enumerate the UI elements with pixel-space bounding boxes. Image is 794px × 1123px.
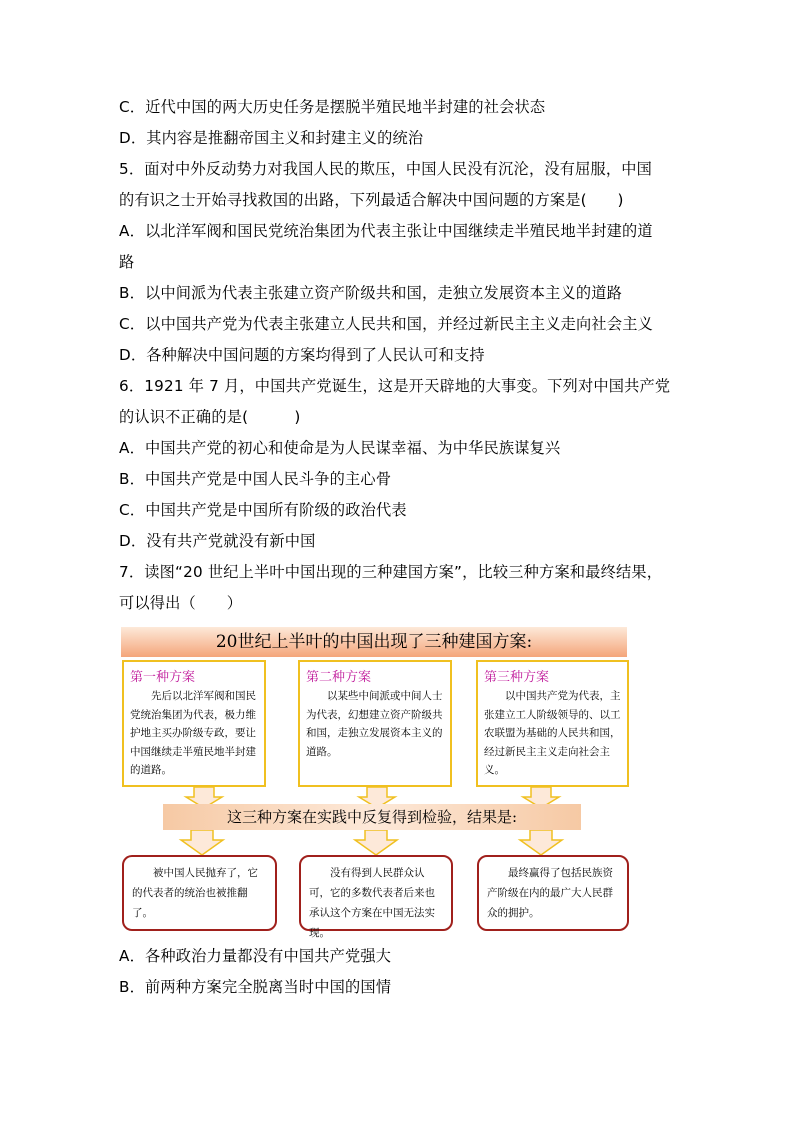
- option-b-q5: B．以中间派为代表主张建立资产阶级共和国，走独立发展资本主义的道路: [119, 284, 623, 302]
- plan-box-2: [298, 660, 452, 787]
- question-6-line-1: 6．1921 年 7 月，中国共产党诞生，这是开天辟地的大事变。下列对中国共产党: [119, 377, 671, 395]
- option-c-q5: C．以中国共产党为代表主张建立人民共和国，并经过新民主主义走向社会主义: [119, 315, 653, 333]
- question-5-line-1: 5．面对中外反动势力对我国人民的欺压，中国人民没有沉沦，没有屈服，中国: [119, 160, 653, 178]
- plan-2-title: 第二种方案: [306, 670, 372, 685]
- option-d-q4: D．其内容是推翻帝国主义和封建主义的统治: [119, 129, 424, 147]
- plan-1-title: 第一种方案: [130, 670, 196, 685]
- plan-1-body: 先后以北洋军阀和国民党统治集团为代表，极力维护地主买办阶级专政，要让中国继续走半殖民地半封建的道路。: [130, 690, 256, 777]
- arrow-result-1: [181, 830, 223, 855]
- question-5-line-2: 的有识之士开始寻找救国的出路，下列最适合解决中国问题的方案是( ): [119, 191, 624, 209]
- plan-box-1: [122, 660, 266, 787]
- option-a-q7: A．各种政治力量都没有中国共产党强大: [119, 947, 392, 965]
- option-c-q6: C．中国共产党是中国所有阶级的政治代表: [119, 501, 407, 519]
- result-box-3: 最终赢得了包括民族资产阶级在内的最广大人民群众的拥护。: [477, 855, 629, 931]
- option-d-q5: D．各种解决中国问题的方案均得到了人民认可和支持: [119, 346, 485, 364]
- option-c-q4: C．近代中国的两大历史任务是摆脱半殖民地半封建的社会状态: [119, 98, 546, 116]
- result-box-2: 没有得到人民群众认可，它的多数代表者后来也承认这个方案在中国无法实现。: [299, 855, 453, 931]
- option-a-q5: A．以北洋军阀和国民党统治集团为代表主张让中国继续走半殖民地半封建的道: [119, 222, 653, 240]
- plan-3-body: 以中国共产党为代表，主张建立工人阶级领导的、以工农联盟为基础的人民共和国，经过新民主主义走向社会主义。: [484, 690, 621, 777]
- arrow-result-3: [520, 830, 562, 855]
- arrow-result-2: [355, 830, 397, 855]
- result-band: 这三种方案在实践中反复得到检验，结果是:: [163, 804, 581, 830]
- plan-box-3: [476, 660, 629, 787]
- diagram-banner: 20世纪上半叶的中国出现了三种建国方案:: [121, 627, 627, 657]
- question-6-line-2: 的认识不正确的是( ): [119, 408, 301, 426]
- question-7-line-1: 7．读图“20 世纪上半叶中国出现的三种建国方案”，比较三种方案和最终结果，: [119, 563, 663, 581]
- plan-3-title: 第三种方案: [484, 670, 550, 685]
- plan-2-body: 以某些中间派或中间人士为代表，幻想建立资产阶级共和国，走独立发展资本主义的道路。: [306, 690, 443, 758]
- question-7-line-2: 可以得出（ ）: [119, 594, 243, 612]
- option-a-q5-cont: 路: [119, 253, 135, 271]
- option-a-q6: A．中国共产党的初心和使命是为人民谋幸福、为中华民族谋复兴: [119, 439, 561, 457]
- option-d-q6: D．没有共产党就没有新中国: [119, 532, 316, 550]
- nation-building-plans-diagram: [119, 625, 632, 939]
- result-box-1: 被中国人民抛弃了，它的代表者的统治也被推翻了。: [122, 855, 277, 931]
- option-b-q7: B．前两种方案完全脱离当时中国的国情: [119, 978, 392, 996]
- option-b-q6: B．中国共产党是中国人民斗争的主心骨: [119, 470, 392, 488]
